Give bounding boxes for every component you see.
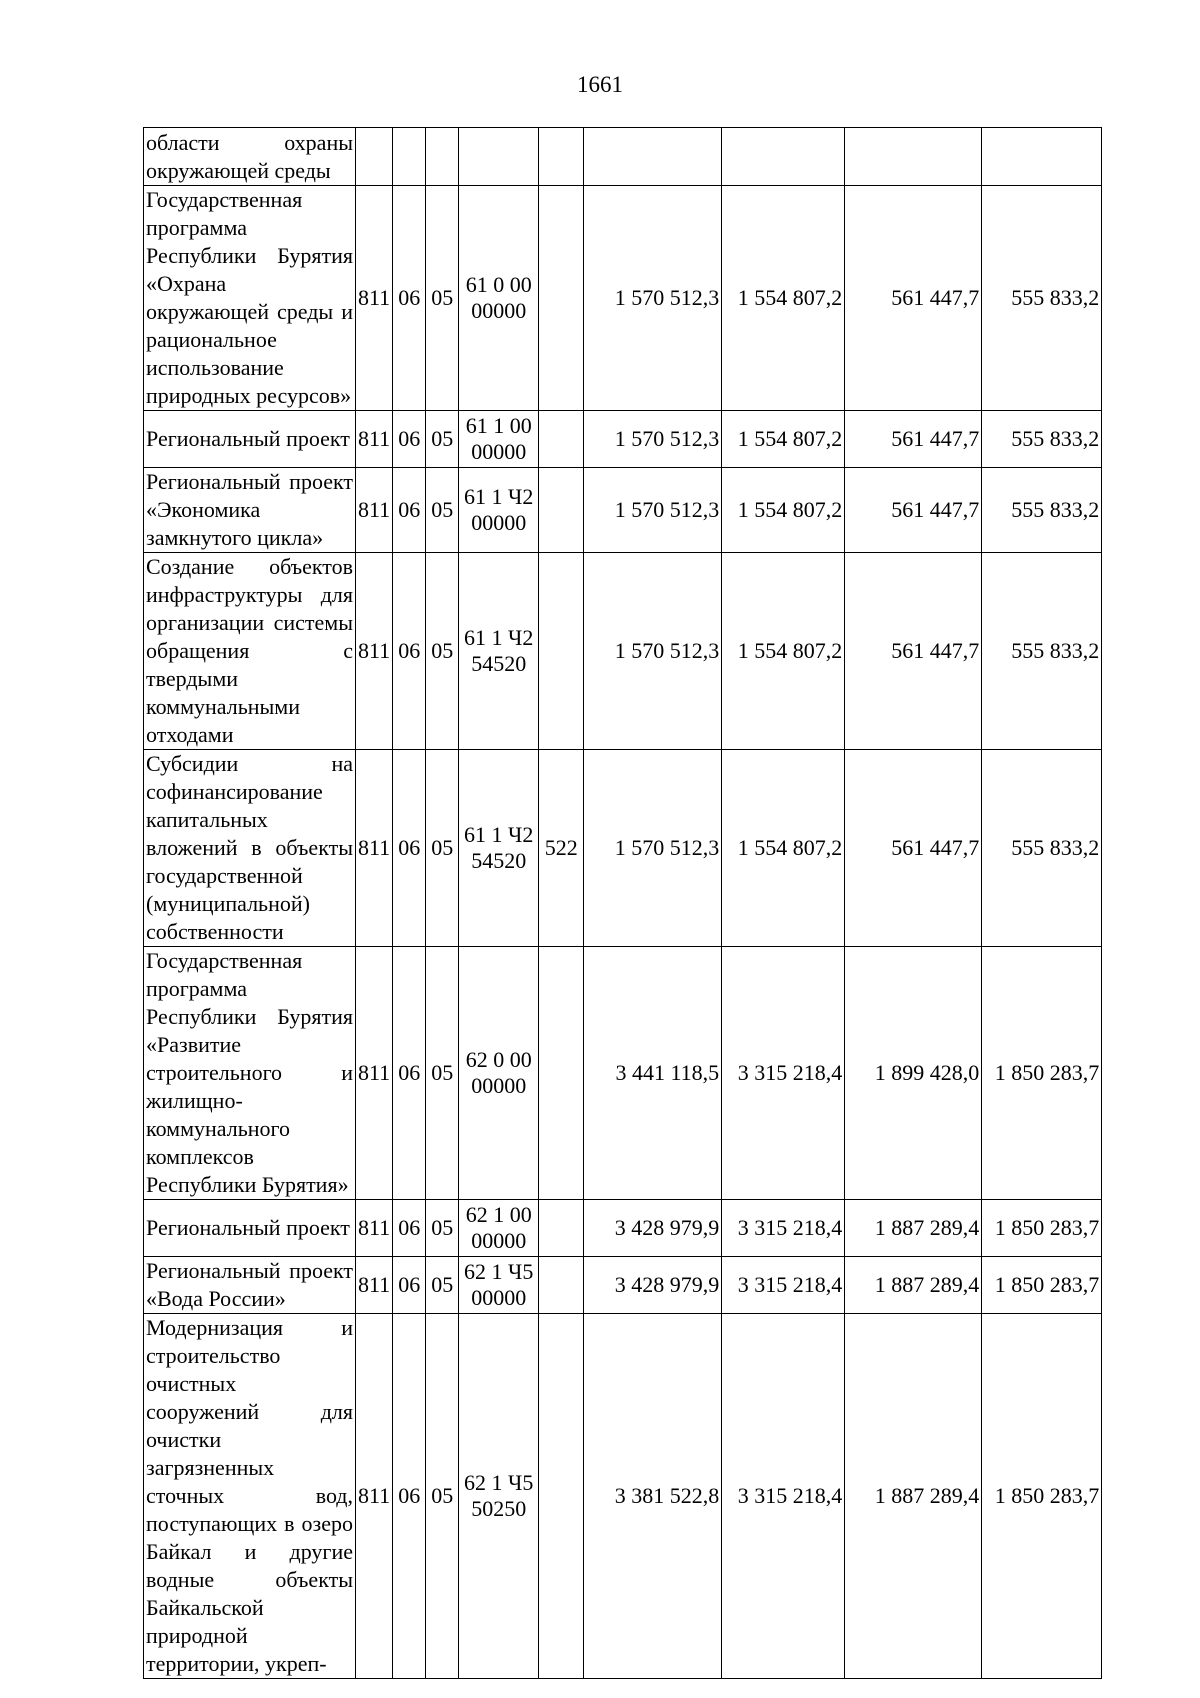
value-4-cell: 1 850 283,7 [982,1257,1102,1314]
value-1-cell: 3 381 522,8 [584,1314,722,1679]
rz-cell: 06 [393,1200,426,1257]
value-3-cell [845,128,982,186]
vr-cell [539,947,584,1200]
row-name: Региональный проект [144,1200,356,1257]
vr-cell [539,468,584,553]
value-3-cell: 561 447,7 [845,750,982,947]
page-number: 1661 [577,72,623,97]
grbs-cell: 811 [356,553,393,750]
table-row [144,1314,1102,1679]
value-4-cell: 555 833,2 [982,553,1102,750]
value-3-cell: 1 887 289,4 [845,1314,982,1679]
table-row [144,750,1102,947]
value-2-cell [722,128,845,186]
csr-cell: 62 1 00 00000 [459,1200,539,1257]
csr-cell: 62 1 Ч5 00000 [459,1257,539,1314]
vr-cell [539,186,584,411]
csr-cell: 61 1 Ч2 54520 [459,750,539,947]
csr-cell: 61 1 Ч2 00000 [459,468,539,553]
rz-cell: 06 [393,553,426,750]
rz-cell: 06 [393,947,426,1200]
grbs-cell: 811 [356,947,393,1200]
value-2-cell: 3 315 218,4 [722,1257,845,1314]
pr-cell: 05 [426,186,459,411]
row-name: Региональный проект «Экономика замкнутого цикла» [144,468,356,553]
vr-cell [539,553,584,750]
pr-cell: 05 [426,1314,459,1679]
value-4-cell: 1 850 283,7 [982,1314,1102,1679]
vr-cell [539,128,584,186]
rz-cell: 06 [393,1257,426,1314]
table-row [144,186,1102,411]
value-1-cell: 1 570 512,3 [584,411,722,468]
table-row [144,411,1102,468]
value-4-cell: 1 850 283,7 [982,1200,1102,1257]
value-2-cell: 1 554 807,2 [722,468,845,553]
row-name: Государственная программа Республики Бурятия «Охрана окружающей среды и рациональное использование природных ресурсов» [144,186,356,411]
csr-cell: 62 1 Ч5 50250 [459,1314,539,1679]
value-3-cell: 561 447,7 [845,553,982,750]
rz-cell [393,128,426,186]
table-row [144,1257,1102,1314]
value-2-cell: 3 315 218,4 [722,947,845,1200]
csr-cell: 61 1 Ч2 54520 [459,553,539,750]
value-3-cell: 561 447,7 [845,186,982,411]
rz-cell: 06 [393,1314,426,1679]
row-name: области охраны окружающей среды [144,128,356,186]
vr-cell [539,1314,584,1679]
value-1-cell: 1 570 512,3 [584,468,722,553]
value-1-cell [584,128,722,186]
value-4-cell: 555 833,2 [982,750,1102,947]
value-3-cell: 561 447,7 [845,468,982,553]
row-name: Создание объектов инфраструктуры для организации системы обращения с твердыми коммунальными отходами [144,553,356,750]
rz-cell: 06 [393,411,426,468]
pr-cell: 05 [426,1257,459,1314]
csr-cell: 61 0 00 00000 [459,186,539,411]
pr-cell: 05 [426,1200,459,1257]
value-2-cell: 1 554 807,2 [722,186,845,411]
value-1-cell: 3 428 979,9 [584,1257,722,1314]
rz-cell: 06 [393,750,426,947]
row-name: Региональный проект [144,411,356,468]
value-4-cell: 555 833,2 [982,411,1102,468]
grbs-cell: 811 [356,468,393,553]
vr-cell: 522 [539,750,584,947]
table-row [144,1200,1102,1257]
row-name: Региональный проект «Вода России» [144,1257,356,1314]
grbs-cell [356,128,393,186]
rz-cell: 06 [393,468,426,553]
value-1-cell: 3 428 979,9 [584,1200,722,1257]
value-2-cell: 1 554 807,2 [722,553,845,750]
grbs-cell: 811 [356,1314,393,1679]
value-3-cell: 1 887 289,4 [845,1257,982,1314]
value-1-cell: 1 570 512,3 [584,553,722,750]
value-2-cell: 1 554 807,2 [722,411,845,468]
budget-table [143,127,1102,1679]
table-row [144,947,1102,1200]
grbs-cell: 811 [356,186,393,411]
row-name: Государственная программа Республики Бурятия «Развитие строительного и жилищно-коммунального комплексов Республики Бурятия» [144,947,356,1200]
row-name: Субсидии на софинансирование капитальных вложений в объекты государственной (муниципальной) собственности [144,750,356,947]
table-row [144,468,1102,553]
value-3-cell: 1 899 428,0 [845,947,982,1200]
value-1-cell: 1 570 512,3 [584,750,722,947]
value-4-cell: 1 850 283,7 [982,947,1102,1200]
table-row [144,128,1102,186]
value-4-cell: 555 833,2 [982,468,1102,553]
vr-cell [539,1200,584,1257]
grbs-cell: 811 [356,1200,393,1257]
pr-cell: 05 [426,468,459,553]
value-1-cell: 3 441 118,5 [584,947,722,1200]
value-2-cell: 3 315 218,4 [722,1314,845,1679]
vr-cell [539,411,584,468]
table-row [144,553,1102,750]
grbs-cell: 811 [356,1257,393,1314]
csr-cell: 62 0 00 00000 [459,947,539,1200]
value-3-cell: 561 447,7 [845,411,982,468]
grbs-cell: 811 [356,411,393,468]
csr-cell [459,128,539,186]
value-4-cell [982,128,1102,186]
value-2-cell: 3 315 218,4 [722,1200,845,1257]
pr-cell: 05 [426,411,459,468]
pr-cell: 05 [426,750,459,947]
grbs-cell: 811 [356,750,393,947]
value-2-cell: 1 554 807,2 [722,750,845,947]
value-1-cell: 1 570 512,3 [584,186,722,411]
csr-cell: 61 1 00 00000 [459,411,539,468]
value-3-cell: 1 887 289,4 [845,1200,982,1257]
vr-cell [539,1257,584,1314]
row-name: Модернизация и строительство очистных сооружений для очистки загрязненных сточных вод, поступающих в озеро Байкал и другие водные объекты Байкальской природной территории, укреп- [144,1314,356,1679]
pr-cell: 05 [426,947,459,1200]
rz-cell: 06 [393,186,426,411]
value-4-cell: 555 833,2 [982,186,1102,411]
pr-cell [426,128,459,186]
pr-cell: 05 [426,553,459,750]
